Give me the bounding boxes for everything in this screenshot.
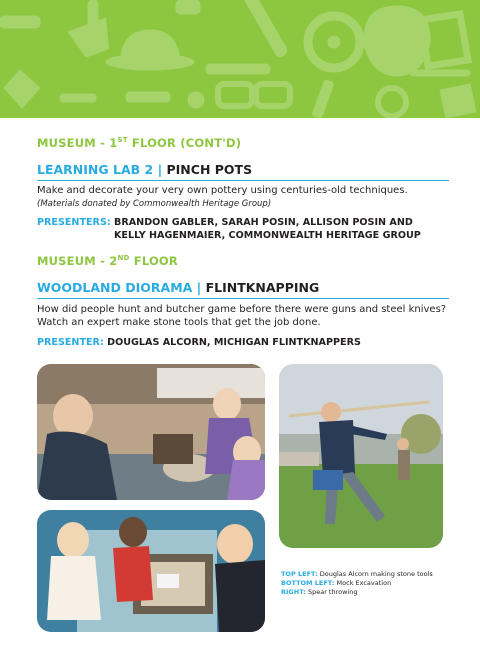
book-icon <box>440 84 476 118</box>
brush-icon <box>312 79 334 118</box>
presenter-label: PRESENTER: <box>37 337 104 348</box>
arrowhead-icon <box>4 70 40 108</box>
photo-mock-excavation <box>37 510 265 632</box>
lab-presenters <box>37 216 449 242</box>
shovel-icon <box>68 0 116 60</box>
diorama-subtitle: FLINTKNAPPING <box>205 280 320 295</box>
diorama-description: How did people hunt and butcher game before there were guns and steel knives? Watch an expert make stone tools that get the job done. <box>37 304 447 328</box>
lab-subtitle: PINCH POTS <box>166 162 253 177</box>
photo-spear-throwing <box>279 364 443 548</box>
header-banner <box>0 0 480 118</box>
lab-description: Make and decorate your very own pottery using centuries-old techniques. <box>37 185 408 196</box>
lab-note: (Materials donated by Commonwealth Heritage Group) <box>37 199 272 209</box>
photo-caption: TOP LEFT: Douglas Alcorn making stone tools BOTTOM LEFT: Mock Excavation RIGHT: Spear throwing <box>281 570 433 596</box>
compass-icon <box>378 88 406 116</box>
lab-section-heading: LEARNING LAB 2 | PINCH POTS <box>37 162 449 181</box>
diorama-section-heading: WOODLAND DIORAMA | FLINTKNAPPING <box>37 280 449 299</box>
hat-icon <box>106 30 194 70</box>
presenter-name: DOUGLAS ALCORN, MICHIGAN FLINTKNAPPERS <box>107 337 361 348</box>
presenters-label: PRESENTERS: <box>37 217 111 228</box>
lab-title: LEARNING LAB 2 <box>37 162 154 177</box>
presenters-line-2: KELLY HAGENMAIER, COMMONWEALTH HERITAGE GROUP <box>114 230 421 241</box>
clock-icon <box>308 16 360 68</box>
floor-2-heading: MUSEUM - 2ND FLOOR <box>37 254 178 268</box>
diorama-presenter <box>37 336 449 349</box>
chisel-icon <box>243 0 288 58</box>
diorama-title: WOODLAND DIORAMA <box>37 280 193 295</box>
presenters-line-1: BRANDON GABLER, SARAH POSIN, ALLISON POSIN AND <box>114 217 413 228</box>
glasses-icon <box>218 84 290 106</box>
floor-1-heading: MUSEUM - 1ST FLOOR (CONT'D) <box>37 136 242 150</box>
photo-stone-tools <box>37 364 265 500</box>
